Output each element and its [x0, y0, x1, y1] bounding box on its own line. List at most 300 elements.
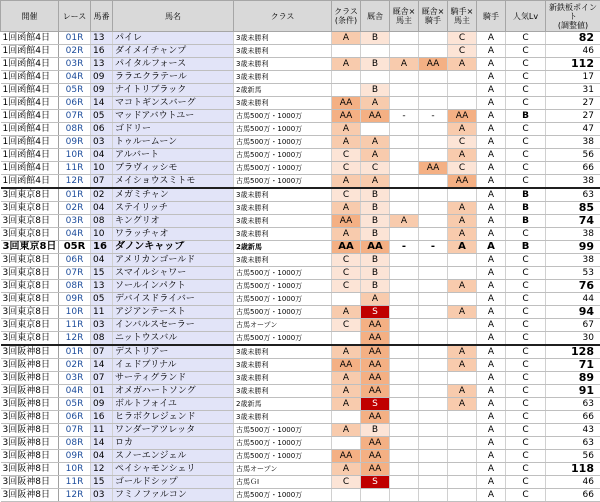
- table-row[interactable]: [1, 332, 600, 346]
- grade-cell: [419, 136, 448, 149]
- class-cell: 3歳未勝利: [234, 32, 332, 45]
- class-cell: 3歳未勝利: [234, 345, 332, 359]
- table-row[interactable]: [1, 110, 600, 123]
- points-cell: 46: [546, 45, 600, 58]
- header-jockey-owner[interactable]: 騎手× 馬主: [448, 1, 477, 32]
- class-cell: 3歳未勝利: [234, 202, 332, 215]
- grade-cell: A: [361, 97, 390, 110]
- table-row[interactable]: [1, 136, 600, 149]
- venue-cell: 3回阪神8日: [1, 398, 59, 411]
- points-cell: 30: [546, 332, 600, 346]
- venue-cell: 3回東京8日: [1, 228, 59, 241]
- table-row[interactable]: [1, 45, 600, 58]
- table-row[interactable]: [1, 359, 600, 372]
- race-cell: 09R: [59, 136, 91, 149]
- header-jockey[interactable]: 騎手: [477, 1, 506, 32]
- race-cell: 02R: [59, 359, 91, 372]
- table-row[interactable]: [1, 228, 600, 241]
- table-row[interactable]: [1, 450, 600, 463]
- venue-cell: 3回阪神8日: [1, 385, 59, 398]
- grade-cell: AA: [361, 450, 390, 463]
- grade-cell: A: [448, 385, 477, 398]
- grade-cell: [390, 359, 419, 372]
- popularity-cell: C: [506, 450, 546, 463]
- grade-cell: C: [448, 45, 477, 58]
- grade-cell: [419, 71, 448, 84]
- grade-cell: A: [477, 32, 506, 45]
- grade-cell: [390, 489, 419, 502]
- horse-name-cell: ロカ: [113, 437, 234, 450]
- horse-name-cell: アメリカンゴールド: [113, 254, 234, 267]
- grade-cell: [390, 97, 419, 110]
- horse-number-cell: 03: [91, 489, 113, 502]
- table-row[interactable]: [1, 437, 600, 450]
- venue-cell: 1回函館4日: [1, 45, 59, 58]
- popularity-cell: B: [506, 215, 546, 228]
- venue-cell: 1回函館4日: [1, 162, 59, 175]
- grade-cell: [390, 45, 419, 58]
- grade-cell: A: [332, 398, 361, 411]
- grade-cell: AA: [419, 58, 448, 71]
- grade-cell: A: [477, 149, 506, 162]
- grade-cell: A: [332, 202, 361, 215]
- venue-cell: 3回東京8日: [1, 319, 59, 332]
- grade-cell: C: [332, 267, 361, 280]
- table-row[interactable]: [1, 293, 600, 306]
- grade-cell: C: [448, 32, 477, 45]
- grade-cell: [419, 228, 448, 241]
- horse-name-cell: フミノファルコン: [113, 489, 234, 502]
- grade-cell: A: [477, 345, 506, 359]
- grade-cell: [419, 319, 448, 332]
- points-cell: 27: [546, 97, 600, 110]
- grade-cell: [390, 372, 419, 385]
- venue-cell: 1回函館4日: [1, 84, 59, 97]
- class-cell: 3歳未勝利: [234, 372, 332, 385]
- class-cell: 3歳未勝利: [234, 58, 332, 71]
- horse-name-cell: ワンダーアツレッタ: [113, 424, 234, 437]
- venue-cell: 3回東京8日: [1, 267, 59, 280]
- horse-number-cell: 06: [91, 123, 113, 136]
- grade-cell: [390, 280, 419, 293]
- table-row[interactable]: [1, 254, 600, 267]
- horse-name-cell: ヒラボクレジェンド: [113, 411, 234, 424]
- horse-number-cell: 16: [91, 411, 113, 424]
- grade-cell: [332, 332, 361, 346]
- header-points[interactable]: 新鉄板ポイント (調整値): [546, 1, 600, 32]
- grade-cell: A: [477, 372, 506, 385]
- points-cell: 128: [546, 345, 600, 359]
- grade-cell: [419, 293, 448, 306]
- grade-cell: [390, 450, 419, 463]
- grade-cell: A: [448, 149, 477, 162]
- grade-cell: A: [332, 175, 361, 189]
- class-cell: 古馬500万・1000万: [234, 149, 332, 162]
- race-cell: 07R: [59, 110, 91, 123]
- grade-cell: B: [361, 424, 390, 437]
- horse-number-cell: 01: [91, 385, 113, 398]
- grade-cell: A: [390, 58, 419, 71]
- table-row[interactable]: [1, 476, 600, 489]
- class-cell: 古馬500万・1000万: [234, 450, 332, 463]
- points-cell: 91: [546, 385, 600, 398]
- grade-cell: B: [361, 188, 390, 202]
- table-row[interactable]: [1, 267, 600, 280]
- horse-name-cell: ララエクラテール: [113, 71, 234, 84]
- venue-cell: 1回函館4日: [1, 32, 59, 45]
- header-stable-jockey[interactable]: 厩舎× 騎手: [419, 1, 448, 32]
- header-class[interactable]: クラス: [234, 1, 332, 32]
- class-cell: 古馬500万・1000万: [234, 110, 332, 123]
- race-cell: 08R: [59, 280, 91, 293]
- grade-cell: [419, 175, 448, 189]
- grade-cell: [419, 450, 448, 463]
- grade-cell: [419, 306, 448, 319]
- grade-cell: AA: [361, 385, 390, 398]
- horse-number-cell: 08: [91, 332, 113, 346]
- table-row[interactable]: [1, 175, 600, 189]
- table-row[interactable]: [1, 319, 600, 332]
- grade-cell: [419, 411, 448, 424]
- grade-cell: [419, 188, 448, 202]
- class-cell: 3歳未勝利: [234, 71, 332, 84]
- grade-cell: C: [332, 162, 361, 175]
- class-cell: 古馬500万・1000万: [234, 123, 332, 136]
- class-cell: 古馬500万・1000万: [234, 267, 332, 280]
- grade-cell: A: [332, 32, 361, 45]
- grade-cell: [448, 97, 477, 110]
- popularity-cell: C: [506, 489, 546, 502]
- grade-cell: [419, 476, 448, 489]
- table-row[interactable]: [1, 58, 600, 71]
- horse-name-cell: マコトギンスバーグ: [113, 97, 234, 110]
- grade-cell: [448, 372, 477, 385]
- horse-name-cell: ゴールドシップ: [113, 476, 234, 489]
- table-row[interactable]: [1, 489, 600, 502]
- grade-cell: [390, 345, 419, 359]
- header-popularity[interactable]: 人気Lv: [506, 1, 546, 32]
- race-cell: 09R: [59, 293, 91, 306]
- table-row[interactable]: [1, 411, 600, 424]
- grade-cell: [419, 345, 448, 359]
- grade-cell: C: [332, 319, 361, 332]
- popularity-cell: C: [506, 71, 546, 84]
- grade-cell: A: [332, 424, 361, 437]
- horse-number-cell: 09: [91, 398, 113, 411]
- grade-cell: [448, 463, 477, 476]
- points-cell: 76: [546, 280, 600, 293]
- grade-cell: AA: [332, 359, 361, 372]
- grade-cell: [390, 136, 419, 149]
- horse-number-cell: 14: [91, 437, 113, 450]
- header-name[interactable]: 馬名: [113, 1, 234, 32]
- horse-number-cell: 13: [91, 32, 113, 45]
- header-venue[interactable]: 開催: [1, 1, 59, 32]
- horse-number-cell: 11: [91, 306, 113, 319]
- grade-cell: S: [361, 306, 390, 319]
- class-cell: 古馬500万・1000万: [234, 293, 332, 306]
- grade-cell: [332, 437, 361, 450]
- horse-name-cell: ボルトフォイユ: [113, 398, 234, 411]
- venue-cell: 3回阪神8日: [1, 437, 59, 450]
- grade-cell: S: [361, 398, 390, 411]
- grade-cell: AA: [361, 437, 390, 450]
- points-cell: 47: [546, 123, 600, 136]
- class-cell: 3歳未勝利: [234, 254, 332, 267]
- venue-cell: 3回東京8日: [1, 202, 59, 215]
- points-cell: 63: [546, 398, 600, 411]
- header-race[interactable]: レース: [59, 1, 91, 32]
- horse-name-cell: ニットウスバル: [113, 332, 234, 346]
- grade-cell: C: [332, 149, 361, 162]
- table-row[interactable]: [1, 345, 600, 359]
- grade-cell: A: [477, 254, 506, 267]
- table-row[interactable]: [1, 188, 600, 202]
- points-cell: 63: [546, 437, 600, 450]
- table-row[interactable]: [1, 162, 600, 175]
- grade-cell: AA: [448, 175, 477, 189]
- grade-cell: -: [390, 110, 419, 123]
- horse-number-cell: 05: [91, 110, 113, 123]
- grade-cell: [332, 84, 361, 97]
- race-cell: 04R: [59, 228, 91, 241]
- points-cell: 118: [546, 463, 600, 476]
- horse-number-cell: 03: [91, 319, 113, 332]
- table-row[interactable]: [1, 149, 600, 162]
- grade-cell: A: [448, 398, 477, 411]
- grade-cell: [361, 123, 390, 136]
- popularity-cell: C: [506, 293, 546, 306]
- horse-number-cell: 14: [91, 97, 113, 110]
- grade-cell: A: [332, 136, 361, 149]
- venue-cell: 3回東京8日: [1, 215, 59, 228]
- grade-cell: C: [448, 162, 477, 175]
- class-cell: 古馬500万・1000万: [234, 306, 332, 319]
- points-cell: 112: [546, 58, 600, 71]
- grade-cell: [419, 97, 448, 110]
- race-cell: 01R: [59, 188, 91, 202]
- popularity-cell: C: [506, 345, 546, 359]
- grade-cell: A: [448, 280, 477, 293]
- grade-cell: A: [477, 136, 506, 149]
- grade-cell: A: [477, 175, 506, 189]
- points-cell: 56: [546, 450, 600, 463]
- grade-cell: A: [477, 332, 506, 346]
- class-cell: 3歳未勝利: [234, 215, 332, 228]
- table-row[interactable]: [1, 372, 600, 385]
- popularity-cell: C: [506, 319, 546, 332]
- grade-cell: AA: [361, 372, 390, 385]
- grade-cell: [448, 254, 477, 267]
- grade-cell: B: [361, 32, 390, 45]
- grade-cell: AA: [448, 110, 477, 123]
- popularity-cell: B: [506, 241, 546, 254]
- race-cell: 12R: [59, 175, 91, 189]
- horse-number-cell: 04: [91, 450, 113, 463]
- points-cell: 31: [546, 84, 600, 97]
- horse-name-cell: ステイリッチ: [113, 202, 234, 215]
- table-row[interactable]: [1, 84, 600, 97]
- grade-cell: C: [332, 280, 361, 293]
- horse-name-cell: ペイシャモンシェリ: [113, 463, 234, 476]
- grade-cell: [390, 476, 419, 489]
- race-cell: 05R: [59, 84, 91, 97]
- class-cell: 古馬500万・1000万: [234, 332, 332, 346]
- table-row[interactable]: [1, 123, 600, 136]
- grade-cell: C: [361, 162, 390, 175]
- grade-cell: [419, 32, 448, 45]
- horse-number-cell: 07: [91, 345, 113, 359]
- popularity-cell: C: [506, 254, 546, 267]
- horse-name-cell: メイショウスミトモ: [113, 175, 234, 189]
- horse-name-cell: トゥルームーン: [113, 136, 234, 149]
- horse-number-cell: 14: [91, 359, 113, 372]
- grade-cell: B: [361, 254, 390, 267]
- grade-cell: AA: [361, 319, 390, 332]
- grade-cell: [419, 84, 448, 97]
- table-row[interactable]: [1, 280, 600, 293]
- grade-cell: [390, 71, 419, 84]
- class-cell: 3歳未勝利: [234, 359, 332, 372]
- race-cell: 07R: [59, 267, 91, 280]
- class-cell: 古馬500万・1000万: [234, 424, 332, 437]
- venue-cell: 3回阪神8日: [1, 372, 59, 385]
- popularity-cell: C: [506, 359, 546, 372]
- points-cell: 43: [546, 424, 600, 437]
- table-row[interactable]: [1, 97, 600, 110]
- grade-cell: A: [448, 228, 477, 241]
- horse-number-cell: 11: [91, 424, 113, 437]
- grade-cell: [419, 424, 448, 437]
- table-row[interactable]: [1, 241, 600, 254]
- header-num[interactable]: 馬番: [91, 1, 113, 32]
- popularity-cell: C: [506, 45, 546, 58]
- grade-cell: B: [361, 228, 390, 241]
- points-cell: 67: [546, 319, 600, 332]
- venue-cell: 3回阪神8日: [1, 476, 59, 489]
- table-row[interactable]: [1, 385, 600, 398]
- points-cell: 74: [546, 215, 600, 228]
- table-row[interactable]: [1, 306, 600, 319]
- popularity-cell: B: [506, 110, 546, 123]
- grade-cell: A: [332, 385, 361, 398]
- grade-cell: A: [477, 385, 506, 398]
- class-cell: 2歳新馬: [234, 84, 332, 97]
- grade-cell: [419, 332, 448, 346]
- horse-name-cell: オメガハートソング: [113, 385, 234, 398]
- grade-cell: [419, 149, 448, 162]
- table-row[interactable]: [1, 424, 600, 437]
- grade-cell: A: [477, 437, 506, 450]
- points-cell: 38: [546, 175, 600, 189]
- popularity-cell: C: [506, 123, 546, 136]
- grade-cell: [390, 398, 419, 411]
- grade-cell: [390, 123, 419, 136]
- grade-cell: A: [477, 398, 506, 411]
- table-row[interactable]: [1, 202, 600, 215]
- grade-cell: A: [477, 110, 506, 123]
- points-cell: 38: [546, 254, 600, 267]
- grade-cell: A: [332, 306, 361, 319]
- horse-number-cell: 16: [91, 45, 113, 58]
- grade-cell: AA: [361, 110, 390, 123]
- race-cell: 04R: [59, 71, 91, 84]
- popularity-cell: C: [506, 385, 546, 398]
- grade-cell: AA: [361, 345, 390, 359]
- grade-cell: -: [419, 110, 448, 123]
- table-row[interactable]: [1, 215, 600, 228]
- grade-cell: A: [448, 123, 477, 136]
- grade-cell: [390, 162, 419, 175]
- popularity-cell: C: [506, 280, 546, 293]
- race-cell: 12R: [59, 332, 91, 346]
- grade-cell: A: [448, 241, 477, 254]
- header-stable[interactable]: 厩舎: [361, 1, 390, 32]
- table-row[interactable]: [1, 32, 600, 45]
- grade-cell: [390, 424, 419, 437]
- grade-cell: A: [477, 58, 506, 71]
- popularity-cell: C: [506, 84, 546, 97]
- grade-cell: AA: [332, 241, 361, 254]
- horse-name-cell: ワラッチャオ: [113, 228, 234, 241]
- points-cell: 71: [546, 359, 600, 372]
- grade-cell: A: [361, 175, 390, 189]
- grade-cell: [419, 280, 448, 293]
- grade-cell: [419, 437, 448, 450]
- race-cell: 10R: [59, 463, 91, 476]
- popularity-cell: C: [506, 149, 546, 162]
- venue-cell: 1回函館4日: [1, 110, 59, 123]
- venue-cell: 3回東京8日: [1, 332, 59, 346]
- popularity-cell: C: [506, 332, 546, 346]
- horse-name-cell: イェドブリナル: [113, 359, 234, 372]
- race-cell: 03R: [59, 372, 91, 385]
- table-row[interactable]: [1, 398, 600, 411]
- header-class-cond[interactable]: クラス (条件): [332, 1, 361, 32]
- horse-name-cell: ダノンキャップ: [113, 241, 234, 254]
- race-cell: 09R: [59, 450, 91, 463]
- race-cell: 08R: [59, 437, 91, 450]
- class-cell: 3歳未勝利: [234, 411, 332, 424]
- grade-cell: [361, 71, 390, 84]
- grade-cell: [448, 476, 477, 489]
- grade-cell: A: [477, 45, 506, 58]
- race-cell: 06R: [59, 411, 91, 424]
- header-stable-owner[interactable]: 厩舎× 馬主: [390, 1, 419, 32]
- grade-cell: [419, 215, 448, 228]
- race-cell: 06R: [59, 254, 91, 267]
- horse-number-cell: 16: [91, 241, 113, 254]
- grade-cell: [419, 45, 448, 58]
- table-row[interactable]: [1, 71, 600, 84]
- class-cell: 2歳新馬: [234, 241, 332, 254]
- grade-cell: [390, 385, 419, 398]
- grade-cell: C: [332, 476, 361, 489]
- horse-name-cell: ゴドリー: [113, 123, 234, 136]
- grade-cell: [390, 319, 419, 332]
- table-row[interactable]: [1, 463, 600, 476]
- grade-cell: [448, 332, 477, 346]
- venue-cell: 3回東京8日: [1, 254, 59, 267]
- grade-cell: A: [448, 345, 477, 359]
- grade-cell: A: [477, 411, 506, 424]
- popularity-cell: C: [506, 228, 546, 241]
- class-cell: 古馬500万・1000万: [234, 136, 332, 149]
- venue-cell: 3回阪神8日: [1, 359, 59, 372]
- grade-cell: A: [477, 463, 506, 476]
- grade-cell: A: [332, 345, 361, 359]
- venue-cell: 1回函館4日: [1, 123, 59, 136]
